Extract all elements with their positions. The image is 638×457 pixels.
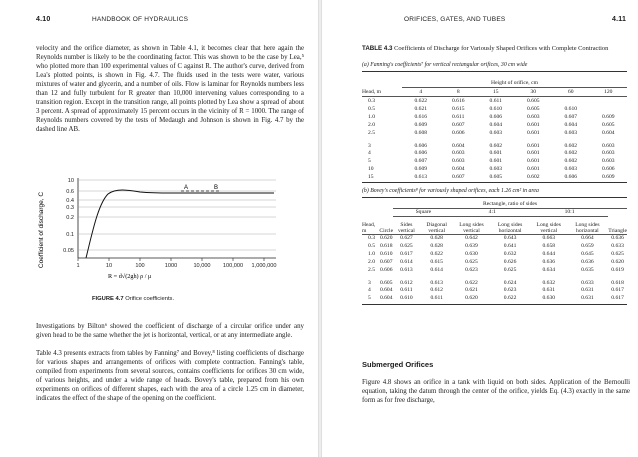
table-b-cell: 0.604 [379, 295, 393, 301]
table-a-row-head: 5 [368, 157, 371, 164]
table-b-cell: 0.639 [465, 243, 478, 249]
table-b-cell: 0.630 [542, 295, 556, 301]
figure-caption-label: FIGURE 4.7 [92, 296, 124, 302]
table-a-row-head: 2.5 [368, 129, 375, 136]
table-b-col-head: Head, m [362, 221, 376, 234]
table-a-cell [590, 97, 628, 105]
table-a [362, 78, 627, 183]
table-a-cell: 0.603 [489, 129, 503, 136]
table-a-cell: 0.602 [564, 142, 578, 149]
table-b-cell: 0.632 [542, 280, 556, 286]
table-b-row [362, 258, 627, 266]
table-b-cell: 0.627 [400, 235, 413, 242]
table-a-cell: 0.605 [526, 97, 540, 104]
table-a-cell: 0.603 [601, 142, 615, 149]
table-b-cell: 0.625 [503, 267, 517, 273]
table-b-cell: 0.611 [400, 287, 413, 293]
table-b-cell: 0.619 [611, 267, 624, 273]
table-b-group-101: 10:1 [531, 208, 608, 216]
right-paragraph: Figure 4.8 shows an orifice in a tank with liquid on both sides. Application of the Bernoulli equation, taking the datum through the center of the orifice, yields Eq. (4.3) exactly in the same form as for free discharge, [362, 379, 630, 404]
table-a-row-head: 10 [368, 165, 374, 172]
table-a-row [362, 149, 627, 157]
y-tick-7: 0.05 [63, 248, 74, 254]
table-b-cell: 0.606 [379, 267, 393, 273]
table-b-row [362, 234, 627, 242]
table-b-cell: 0.658 [542, 243, 556, 249]
left-page [0, 0, 318, 457]
table-b-col-41-horizontal: Long sides horizontal [497, 221, 523, 234]
table-b-row-head: 4 [368, 287, 371, 293]
table-a-cell: 0.616 [414, 113, 428, 120]
table-b-col-101-horizontal: Long sides horizontal [575, 221, 600, 234]
left-page-number: 4.10 [36, 16, 51, 23]
table-b-cell: 0.625 [400, 243, 413, 249]
table-b-row-head: 2.5 [368, 267, 375, 273]
y-tick-1: 10 [67, 178, 74, 184]
table-a-cell: 0.607 [564, 113, 578, 120]
table-b-cell: 0.612 [430, 287, 443, 293]
figure-formula: R = d√(2gh) ρ / μ [108, 273, 152, 280]
table-b-cell: 0.643 [503, 235, 517, 242]
table-a-cell: 0.604 [489, 121, 503, 128]
table-a-row-head: 0.5 [368, 105, 375, 112]
table-a-row-head: 3 [368, 142, 371, 149]
x-tick-7: 1,000,000 [251, 263, 277, 269]
x-tick-6: 100,000 [222, 263, 244, 269]
y-tick-4: 0.3 [66, 205, 74, 211]
table-b-cell: 0.631 [542, 287, 556, 293]
table-a-row-head: 15 [368, 173, 374, 180]
x-tick-3: 100 [135, 263, 145, 269]
table-b-cell: 0.604 [379, 287, 393, 293]
table-b-cell: 0.605 [379, 280, 393, 286]
table-a-cell: 0.604 [601, 129, 615, 136]
table-b-cell: 0.618 [611, 280, 624, 286]
table-a-cell: 0.603 [489, 165, 503, 172]
table-a-cell: 0.603 [526, 113, 540, 120]
table-a-cell: 0.601 [526, 142, 540, 149]
table-b-cell: 0.630 [465, 251, 478, 257]
table-b-cell: 0.631 [581, 295, 594, 301]
right-page [322, 0, 638, 457]
table-b-cell: 0.636 [611, 235, 624, 242]
table-b-cell: 0.628 [430, 235, 443, 242]
table-b-cell: 0.613 [430, 280, 443, 286]
y-tick-3: 0.4 [66, 198, 74, 204]
table-a-cell: 0.609 [414, 121, 428, 128]
table-a-cell [552, 97, 590, 105]
figure-caption [92, 296, 174, 302]
table-a-cell: 0.603 [451, 157, 465, 164]
table-b-cell: 0.615 [430, 259, 443, 265]
table-a-cell: 0.622 [414, 97, 428, 104]
table-b-cell: 0.622 [430, 251, 443, 257]
table-b-cell: 0.636 [581, 259, 594, 265]
table-b-row-head: 5 [368, 295, 371, 301]
table-a-cell: 0.604 [451, 142, 465, 149]
table-title: Coefficients of Discharge for Variously Shaped Orifices with Complete Contraction [394, 45, 609, 52]
table-a-cell: 0.601 [489, 149, 503, 156]
left-paragraph-2: Investigations by Bilton⁶ showed the coefficient of discharge of a circular orifice under any given head to be the same whether the jet is horizontal, vertical, or at any intermediate angle. [36, 323, 304, 339]
table-b-row-head: 2.0 [368, 259, 375, 265]
right-page-number: 4.11 [612, 16, 627, 23]
table-a-row-header: Head, m [362, 88, 381, 95]
table-a-cell: 0.607 [451, 121, 465, 128]
table-a-cell: 0.611 [452, 113, 465, 120]
x-tick-5: 10,000 [193, 263, 211, 269]
table-b-cell: 0.631 [581, 287, 594, 293]
table-a-row [362, 129, 627, 137]
left-paragraph-1: velocity and the orifice diameter, as shown in Table 4.1, it becomes clear that here again the Reynolds number is likely to be the coordinating factor. This was shown to be the case by Lea,⁵ who plotted more than 100 experimental values of C against R. The author's curve, derived from Lea's plotted points, is shown in Fig. 4.7. The fluids used in the tests were water, various mixtures of water and glycerin, and a number of oils. Flow is laminar for Reynolds numbers less than 12 and fully turbulent for R greater than 10,000 intervening values corresponding to a transition region. Except in the transition range, all points plotted by Lea show a spread of about 3 percent. A spread of approximately 15 percent occurs in the vicinity of R = 1000. The range of Reynolds numbers covered by the tests of Medaugh and Johnson is shown in Fig. 4.7 by the dashed line AB. [36, 45, 304, 133]
right-running-head: ORIFICES, GATES, AND TUBES [404, 16, 506, 23]
table-b-cell: 0.644 [542, 251, 556, 257]
table-a-cell: 0.621 [414, 105, 428, 112]
table-a-cell: 0.602 [564, 149, 578, 156]
table-b-cell: 0.610 [379, 251, 393, 257]
table-a-col-1: 4 [419, 89, 423, 95]
table-b-cell: 0.620 [611, 259, 624, 265]
table-a-cell: 0.603 [601, 157, 615, 164]
table-a-cell: 0.603 [451, 149, 465, 156]
table-a-row-head: 4 [368, 149, 371, 156]
table-b-cell: 0.628 [430, 243, 443, 249]
section-heading: Submerged Orifices [362, 360, 434, 369]
table-a-cell: 0.604 [451, 165, 465, 172]
table-a-row [362, 173, 627, 181]
figure-caption-text: Orifice coefficients. [125, 296, 175, 302]
table-a-cell: 0.602 [564, 157, 578, 164]
table-b-row [362, 286, 627, 294]
table-b-cell: 0.620 [379, 235, 393, 242]
table-b-cell: 0.626 [503, 259, 517, 265]
table-a-cell: 0.602 [526, 173, 540, 180]
x-tick-1: 1 [76, 263, 80, 269]
figure-y-ticks [63, 178, 276, 254]
table-b-col-circle: Circle [379, 227, 394, 234]
table-b-cell: 0.622 [465, 280, 478, 286]
table-b-cell: 0.613 [400, 267, 413, 273]
table-b-cell: 0.617 [611, 287, 624, 293]
table-b-body [362, 234, 627, 304]
table-b-cell: 0.624 [503, 280, 517, 286]
table-b-row-head: 3 [368, 280, 371, 286]
table-a-cell: 0.601 [489, 157, 503, 164]
table-b-cell: 0.623 [465, 267, 478, 273]
table-b-subtitle: (b) Bovey's coefficients⁸ for variously shaped orifices, each 1.26 cm² in area [362, 188, 539, 194]
table-a-cell: 0.610 [564, 105, 578, 112]
table-a-col-2: 8 [456, 89, 460, 95]
table-a-cell [590, 105, 628, 113]
table-b-cell: 0.614 [400, 259, 413, 265]
table-a-cell: 0.613 [414, 173, 428, 180]
table-b-col-41-vertical: Long sides vertical [459, 221, 484, 234]
table-a-row-head: 1.0 [368, 113, 375, 120]
table-a-cell: 0.609 [601, 113, 615, 120]
table-b-cell: 0.632 [503, 251, 517, 257]
figure-x-ticks [76, 258, 276, 269]
x-tick-2: 10 [105, 263, 113, 269]
y-tick-2: 0.6 [66, 189, 74, 195]
figure-4-7-chart [36, 174, 280, 286]
table-a-row [362, 97, 627, 105]
table-b-cell: 0.620 [465, 295, 478, 301]
table-a-row [362, 105, 627, 113]
table-b-group-41: 4:1 [454, 208, 531, 216]
table-a-row [362, 165, 627, 173]
table-a-group-header: Height of orifice, cm [402, 78, 627, 88]
table-b-col-triangle: Triangle [608, 227, 627, 234]
table-b-cell: 0.633 [581, 280, 594, 286]
table-b-col-101-vertical: Long sides vertical [536, 221, 561, 234]
table-b-cell: 0.633 [611, 243, 624, 249]
table-a-cell: 0.607 [451, 173, 465, 180]
figure-point-b: B [214, 185, 219, 191]
table-a-cell: 0.603 [564, 165, 578, 172]
table-b-row [362, 294, 627, 302]
table-b-row [362, 274, 627, 286]
table-b-top-rule [362, 197, 627, 198]
table-a-cell: 0.601 [526, 157, 540, 164]
table-a-cell: 0.615 [451, 105, 465, 112]
table-a-col-4: 30 [530, 89, 537, 95]
table-b-group-square: Square [393, 208, 454, 216]
table-a-cell: 0.609 [601, 173, 615, 180]
table-a-cell: 0.603 [564, 129, 578, 136]
table-a-col-6: 120 [604, 89, 613, 95]
table-a-row [362, 157, 627, 165]
table-b-cell: 0.641 [503, 243, 517, 249]
table-a-cell: 0.606 [489, 113, 503, 120]
table-a-cell: 0.606 [601, 165, 615, 172]
figure-ylabel: Coefficient of discharge, C [38, 191, 45, 269]
table-a-cell: 0.601 [526, 129, 540, 136]
x-tick-4: 1000 [164, 263, 178, 269]
table-b-cell: 0.623 [503, 287, 517, 293]
table-a-row [362, 137, 627, 149]
table-b-cell: 0.663 [542, 235, 556, 242]
table-a-cell: 0.602 [489, 142, 503, 149]
table-a-cell: 0.605 [526, 105, 540, 112]
table-a-cell: 0.606 [414, 142, 428, 149]
table-a-cell: 0.611 [489, 97, 502, 104]
table-a-cell: 0.606 [414, 149, 428, 156]
table-a-row [362, 121, 627, 129]
left-running-head: HANDBOOK OF HYDRAULICS [92, 16, 189, 23]
table-a-cell: 0.601 [526, 121, 540, 128]
table-b-cell: 0.645 [581, 251, 594, 257]
table-b-row-head: 0.3 [368, 235, 375, 242]
table-b-row [362, 266, 627, 274]
table-b-cell: 0.607 [379, 259, 393, 265]
table-b-cell: 0.659 [581, 243, 594, 249]
figure-point-a: A [184, 185, 189, 191]
table-a-cell: 0.605 [489, 173, 503, 180]
table-a-col-3: 15 [492, 89, 499, 95]
left-paragraph-3: Table 4.3 presents extracts from tables by Fanning⁷ and Bovey,⁸ listing coefficients of discharge for various shapes and arrangements of orifices with complete contraction. Fanning's table, compiled from experiments from several sources, contains coefficients for orifices 30 cm wide, of various heights, and under a wide range of heads. Bovey's table, prepared from his own experiments on orifices of different shapes, each with the area of a circle 1.25 cm in diameter, indicates the effect of the shape of the opening on the coefficient. [36, 350, 304, 402]
table-label: TABLE 4.3 [362, 45, 393, 52]
table-a-cell: 0.608 [414, 129, 428, 136]
table-caption [362, 45, 632, 53]
table-a-cell: 0.609 [414, 165, 428, 172]
table-a-subtitle: (a) Fanning's coefficients⁷ for vertical rectangular orifices, 30 cm wide [362, 62, 528, 68]
table-b-cell: 0.664 [581, 235, 594, 242]
table-b-cell: 0.617 [400, 251, 413, 257]
table-a-cell: 0.601 [526, 149, 540, 156]
table-a-top-rule [362, 71, 627, 72]
table-b-cell: 0.622 [503, 295, 517, 301]
table-a-cell: 0.605 [601, 121, 615, 128]
table-b-cell: 0.614 [430, 267, 443, 273]
table-a-body [362, 97, 627, 183]
table-b-cell: 0.635 [581, 267, 594, 273]
table-b-cell: 0.642 [465, 235, 478, 242]
table-b [362, 200, 627, 305]
table-a-cell: 0.601 [526, 165, 540, 172]
table-b-row-head: 0.5 [368, 243, 375, 249]
table-a-cell: 0.606 [564, 173, 578, 180]
table-b-cell: 0.617 [611, 295, 624, 301]
table-b-row-head: 1.0 [368, 251, 375, 257]
table-a-row-head: 2.0 [368, 121, 375, 128]
y-tick-6: 0.1 [66, 232, 74, 238]
table-a-cell: 0.606 [451, 129, 465, 136]
table-a-cell: 0.604 [564, 121, 578, 128]
table-b-cell: 0.611 [430, 295, 443, 301]
table-a-cell: 0.616 [451, 97, 465, 104]
table-a-cell: 0.607 [414, 157, 428, 164]
table-b-cell: 0.621 [465, 287, 478, 293]
table-b-cell: 0.610 [400, 295, 413, 301]
table-b-cell: 0.612 [400, 280, 413, 286]
table-b-cell: 0.618 [379, 243, 393, 249]
table-b-cell: 0.636 [542, 259, 556, 265]
table-a-cell: 0.610 [489, 105, 503, 112]
table-b-cell: 0.625 [611, 251, 624, 257]
table-a-col-5: 60 [567, 89, 574, 95]
y-tick-5: 0.2 [66, 215, 74, 221]
table-b-group-rect: Rectangle, ratio of sides [393, 200, 627, 208]
table-b-row [362, 250, 627, 258]
table-b-col-diagonal-vertical: Diagonal vertical [426, 221, 447, 234]
table-b-cell: 0.634 [542, 267, 556, 273]
table-a-cell: 0.603 [601, 149, 615, 156]
table-b-row [362, 242, 627, 250]
table-b-cell: 0.625 [465, 259, 478, 265]
table-a-row [362, 113, 627, 121]
table-a-row-head: 0.3 [368, 97, 375, 104]
table-b-col-sides-vertical: Sides vertical [398, 221, 415, 234]
